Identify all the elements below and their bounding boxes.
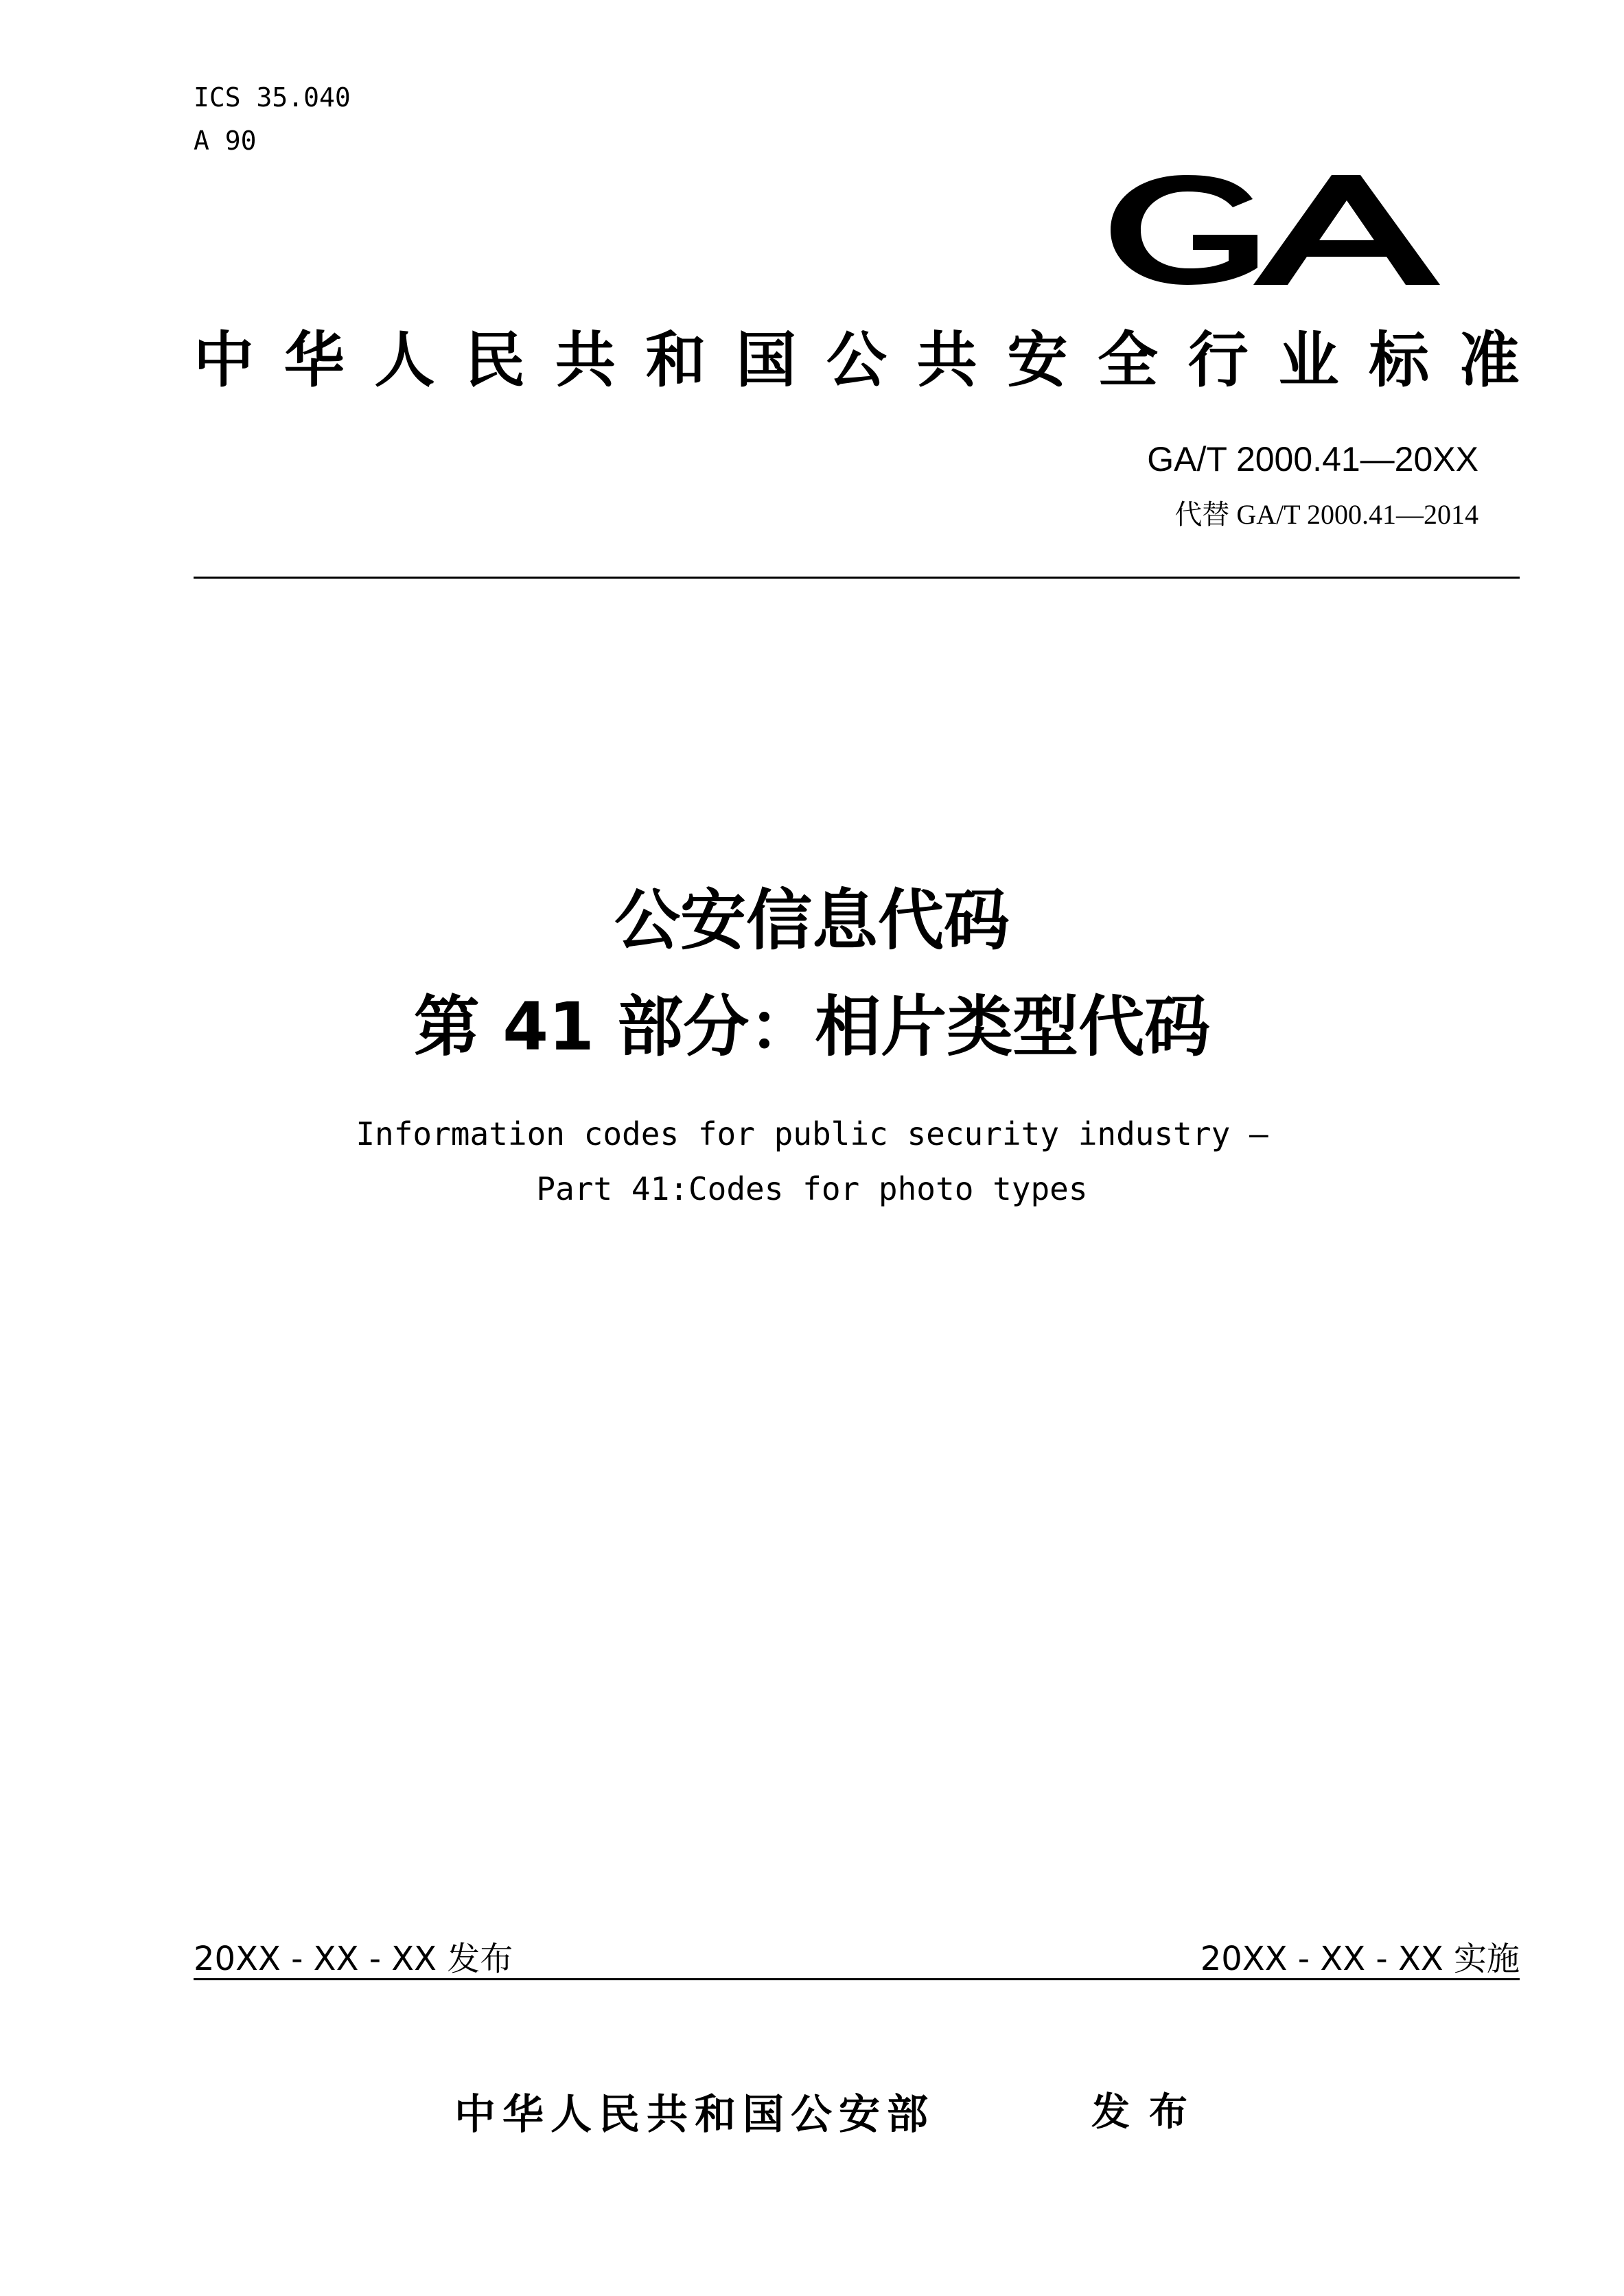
issue-label: 发布 [1091,2090,1207,2135]
chinese-title-line-2: 第 41 部分：相片类型代码 [413,988,1211,1065]
publish-date: 20XX - XX - XX 发布 [194,1940,513,1978]
standard-type-char: 准 [1459,325,1520,395]
classification-code: A 90 [194,126,257,156]
header-divider [194,577,1520,579]
standard-type-char: 标 [1369,325,1430,395]
replaces-standard: 代替 GA/T 2000.41—2014 [1174,499,1478,530]
standard-type-char: 民 [465,325,526,395]
ics-code: ICS 35.040 [194,82,351,113]
standard-type-char: 国 [736,325,797,395]
implement-date: 20XX - XX - XX 实施 [1200,1940,1520,1978]
standard-type-char: 共 [555,325,616,395]
chinese-title-line-1: 公安信息代码 [614,882,1010,959]
english-title-line-2: Part 41:Codes for photo types [536,1170,1088,1207]
standard-type-char: 中 [194,325,255,395]
standard-type-char: 全 [1098,325,1159,395]
ga-logo [1105,172,1441,288]
standard-type-char: 安 [1007,325,1068,395]
standard-type-char: 共 [916,325,977,395]
standard-type-title [194,312,1520,399]
standard-type-char: 华 [283,325,345,395]
standard-type-char: 人 [374,325,435,395]
issuing-authority: 中华人民共和国公安部 [454,2091,935,2139]
standard-type-char: 业 [1278,325,1339,395]
standard-type-char: 公 [826,325,887,395]
english-title-line-1: Information codes for public security industry — [356,1115,1268,1152]
standard-type-char: 行 [1187,325,1249,395]
footer-divider [194,1978,1520,1980]
standard-code: GA/T 2000.41—20XX [1147,440,1478,478]
standard-type-char: 和 [645,325,706,395]
